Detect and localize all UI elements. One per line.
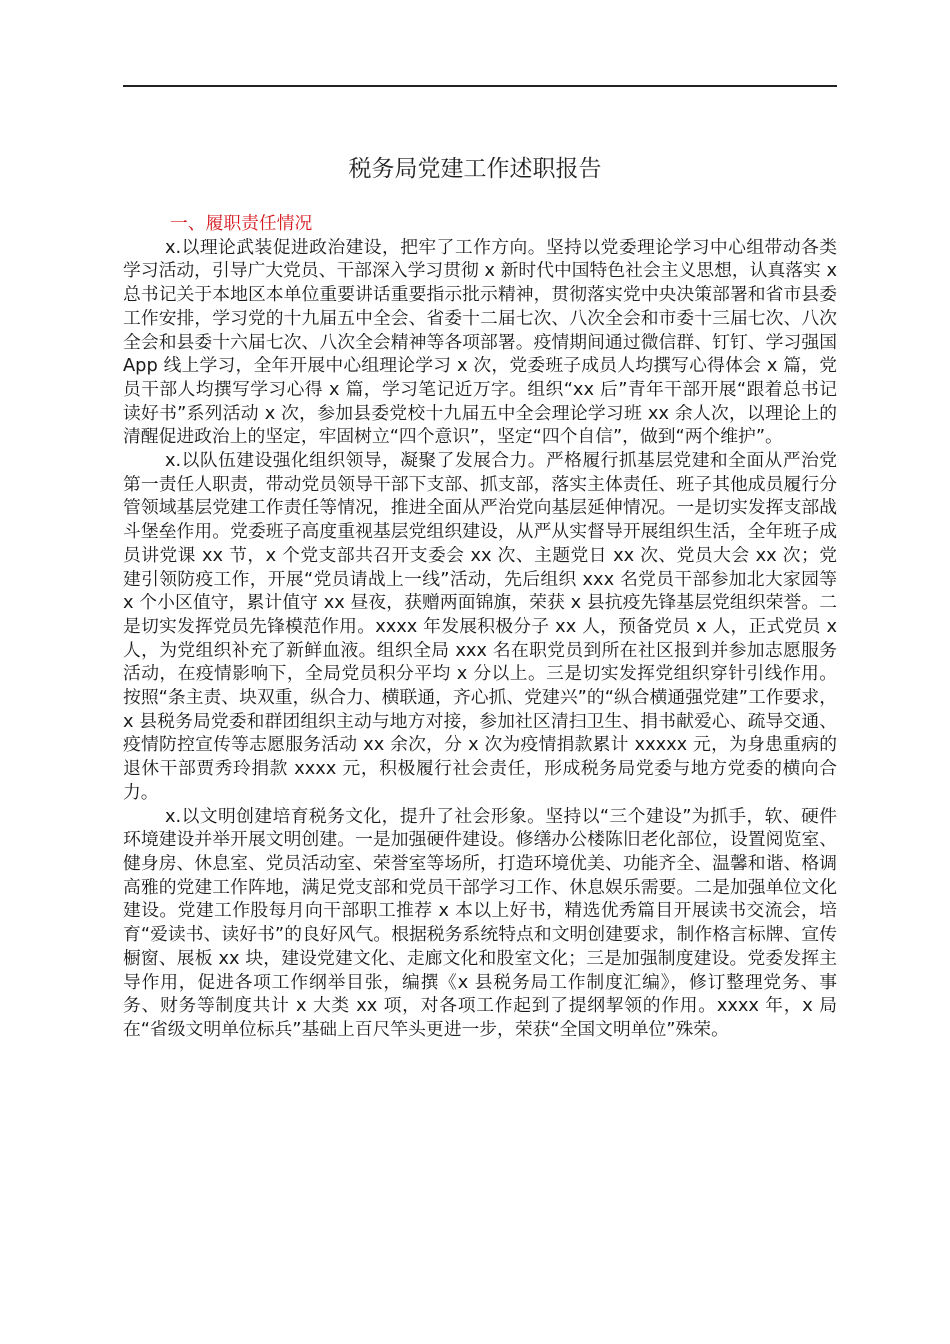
paragraph-political-building: x.以理论武装促进政治建设，把牢了工作方向。坚持以党委理论学习中心组带动各类学习活动，引导广大党员、干部深入学习贯彻 x 新时代中国特色社会主义思想，认真落实 x 总书记关于本地区本单位重要讲话重要指示批示精神，贯彻落实党中央决策部署和省市县委工作安排，学习党的十九届五中全会、省委十二届七次、八次全会和市委十三届七次、八次全会和县委十六届七次、八次全会精神等各项部署。疫情期间通过微信群、钉钉、学习强国 App 线上学习，全年开展中心组理论学习 x 次，党委班子成员人均撰写心得体会 x 篇，党员干部人均撰写学习心得 x 篇，学习笔记近万字。组织“xx 后”青年干部开展“跟着总书记读好书”系列活动 x 次，参加县委党校十九届五中全会理论学习班 xx 余人次，以理论上的清醒促进政治上的坚定，牢固树立“四个意识”，坚定“四个自信”，做到“两个维护”。 [123,236,837,448]
paragraph-civilization-building: x.以文明创建培育税务文化，提升了社会形象。坚持以“三个建设”为抓手，软、硬件环境建设并举开展文明创建。一是加强硬件建设。修缮办公楼陈旧老化部位，设置阅览室、健身房、休息室、党员活动室、荣誉室等场所，打造环境优美、功能齐全、温馨和谐、格调高雅的党建工作阵地，满足党支部和党员干部学习工作、休息娱乐需要。二是加强单位文化建设。党建工作股每月向干部职工推荐 x 本以上好书，精选优秀篇目开展读书交流会，培育“爱读书、读好书”的良好风气。根据税务系统特点和文明创建要求，制作格言标牌、宣传橱窗、展板 xx 块，建设党建文化、走廊文化和股室文化；三是加强制度建设。党委发挥主导作用，促进各项工作纲举目张，编撰《x 县税务局工作制度汇编》，修订整理党务、事务、财务等制度共计 x 大类 xx 项，对各项工作起到了提纲挈领的作用。xxxx 年，x 局在“省级文明单位标兵”基础上百尺竿头更进一步，荣获“全国文明单位”殊荣。 [123,805,837,1040]
header-rule [123,85,837,87]
document-body [123,212,837,1042]
paragraph-team-building: x.以队伍建设强化组织领导，凝聚了发展合力。严格履行抓基层党建和全面从严治党第一责任人职责，带动党员领导干部下支部、抓支部，落实主体责任、班子其他成员履行分管领域基层党建工作责任等情况，推进全面从严治党向基层延伸情况。一是切实发挥支部战斗堡垒作用。党委班子高度重视基层党组织建设，从严从实督导开展组织生活，全年班子成员讲党课 xx 节，x 个党支部共召开支委会 xx 次、主题党日 xx 次、党员大会 xx 次；党建引领防疫工作，开展“党员请战上一线”活动，先后组织 xxx 名党员干部参加北大家园等 x 个小区值守，累计值守 xx 昼夜，获赠两面锦旗，荣获 x 县抗疫先锋基层党组织荣誉。二是切实发挥党员先锋模范作用。xxxx 年发展积极分子 xx 人，预备党员 x 人，正式党员 x 人，为党组织补充了新鲜血液。组织全局 xxx 名在职党员到所在社区报到并参加志愿服务活动，在疫情影响下，全局党员积分平均 x 分以上。三是切实发挥党组织穿针引线作用。按照“条主责、块双重，纵合力、横联通，齐心抓、党建兴”的“纵合横通强党建”工作要求，x 县税务局党委和群团组织主动与地方对接，参加社区清扫卫生、捐书献爱心、疏导交通、疫情防控宣传等志愿服务活动 xx 余次，分 x 次为疫情捐款累计 xxxxx 元，为身患重病的退休干部贾秀玲捐款 xxxx 元，积极履行社会责任，形成税务局党委与地方党委的横向合力。 [123,450,837,803]
section-heading: 一、履职责任情况 [170,213,313,234]
page-title: 税务局党建工作述职报告 [348,156,602,182]
